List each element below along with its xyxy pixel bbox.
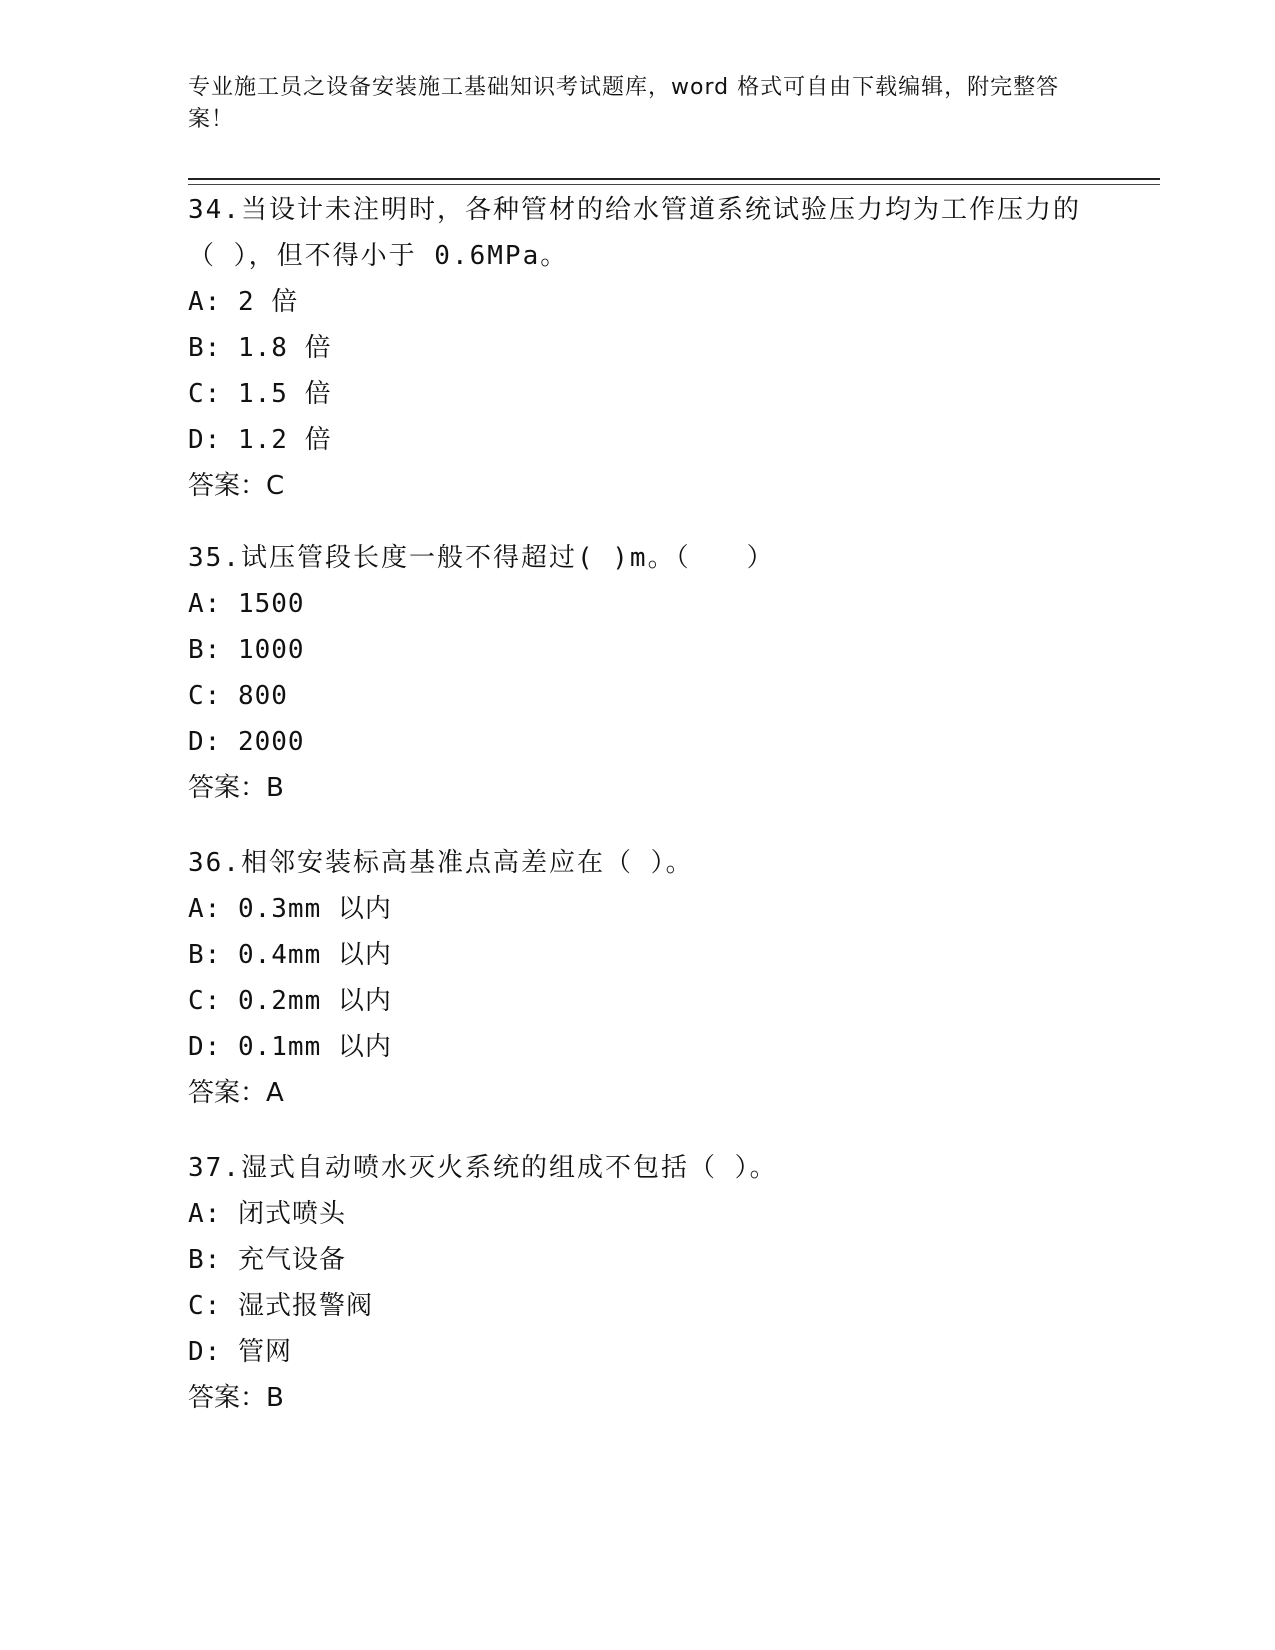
answer: 答案：A <box>188 1078 284 1108</box>
option-a: A: 0.3mm 以内 <box>188 894 392 924</box>
option-d: D: 2000 <box>188 727 305 757</box>
option-c: C: 0.2mm 以内 <box>188 986 392 1016</box>
header-divider-thin <box>188 184 1160 185</box>
question-34 <box>188 187 1108 509</box>
answer: 答案：B <box>188 1383 284 1413</box>
question-stem: 34.当设计未注明时，各种管材的给水管道系统试验压力均为工作压力的（ ），但不得小于 0.6MPa。 <box>188 195 1081 271</box>
option-b: B: 充气设备 <box>188 1245 346 1275</box>
document-header: 专业施工员之设备安装施工基础知识考试题库，word 格式可自由下载编辑，附完整答案！ <box>188 75 1060 132</box>
option-b: B: 1000 <box>188 635 305 665</box>
question-stem: 35.试压管段长度一般不得超过( )m。（ ） <box>188 543 775 573</box>
option-c: C: 1.5 倍 <box>188 379 332 409</box>
answer: 答案：C <box>188 471 285 501</box>
option-a: A: 2 倍 <box>188 287 299 317</box>
option-d: D: 1.2 倍 <box>188 425 332 455</box>
question-37 <box>188 1145 1108 1421</box>
question-36 <box>188 840 1108 1116</box>
option-b: B: 1.8 倍 <box>188 333 332 363</box>
option-a: A: 1500 <box>188 589 305 619</box>
option-c: C: 800 <box>188 681 288 711</box>
option-d: D: 0.1mm 以内 <box>188 1032 392 1062</box>
question-stem: 37.湿式自动喷水灭火系统的组成不包括（ ）。 <box>188 1153 778 1183</box>
question-35 <box>188 535 1108 811</box>
question-stem: 36.相邻安装标高基准点高差应在（ ）。 <box>188 848 694 878</box>
option-b: B: 0.4mm 以内 <box>188 940 392 970</box>
option-a: A: 闭式喷头 <box>188 1199 346 1229</box>
header-divider-thick <box>188 178 1160 180</box>
option-d: D: 管网 <box>188 1337 292 1367</box>
option-c: C: 湿式报警阀 <box>188 1291 373 1321</box>
answer: 答案：B <box>188 773 284 803</box>
